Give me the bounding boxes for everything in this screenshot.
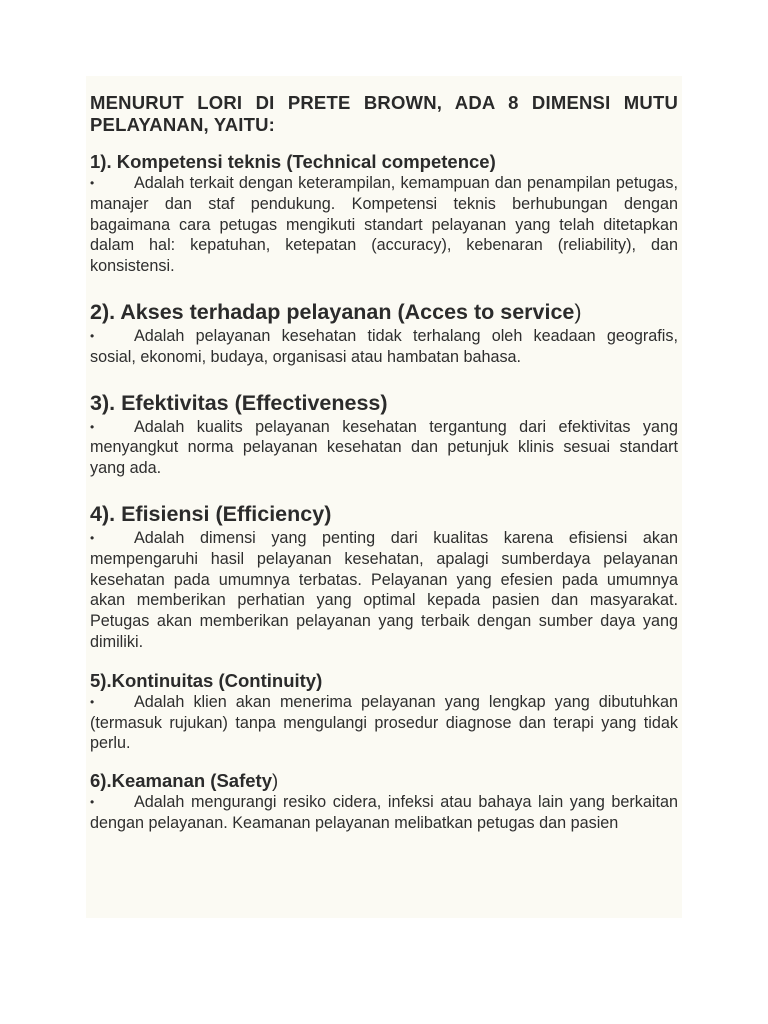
dimension-heading-2 xyxy=(90,299,678,326)
bullet-icon: • xyxy=(90,694,95,709)
dimension-heading-5 xyxy=(90,670,678,692)
dimension-heading-suffix-6: ) xyxy=(271,770,279,792)
dimension-heading-1 xyxy=(90,151,678,173)
bullet-icon: • xyxy=(90,176,95,190)
dimension-body-4 xyxy=(90,528,678,653)
document-title: MENURUT LORI DI PRETE BROWN, ADA 8 DIMENSI MUTU PELAYANAN, YAITU: xyxy=(90,92,678,135)
dimension-body-5 xyxy=(90,692,678,754)
dimension-heading-text-3: 3). Efektivitas (Effectiveness) xyxy=(90,390,388,415)
dimension-item-2 xyxy=(90,299,678,368)
document-content xyxy=(90,92,678,834)
dimension-body-text-6: Adalah mengurangi resiko cidera, infeksi atau bahaya lain yang berkaitan dengan pelayanan. Keamanan pelayanan melibatkan petugas dan pasien xyxy=(90,793,678,832)
dimension-body-text-1: Adalah terkait dengan keterampilan, kemampuan dan penampilan petugas, manajer dan staf pendukung. Kompetensi teknis berhubungan dengan bagaimana cara petugas mengikuti standart pelayanan yang telah ditetapkan dalam hal: kepatuhan, ketepatan (accuracy), kebenaran (reliability), dan konsistensi. xyxy=(90,174,678,276)
dimension-heading-3 xyxy=(90,390,678,417)
dimension-item-1 xyxy=(90,151,678,277)
dimension-heading-text-5: 5).Kontinuitas (Continuity) xyxy=(90,669,323,691)
dimension-item-3 xyxy=(90,390,678,479)
dimension-item-4 xyxy=(90,501,678,653)
dimension-body-text-3: Adalah kualits pelayanan kesehatan tergantung dari efektivitas yang menyangkut norma pelayanan kesehatan dan petunjuk klinis sesuai standart yang ada. xyxy=(90,417,678,478)
dimension-body-3 xyxy=(90,417,678,479)
dimension-heading-4 xyxy=(90,501,678,528)
dimension-body-6 xyxy=(90,792,678,834)
dimension-heading-6 xyxy=(90,770,678,792)
dimension-heading-text-4: 4). Efisiensi (Efficiency) xyxy=(90,501,332,526)
bullet-icon: • xyxy=(90,530,95,545)
dimension-body-1 xyxy=(90,173,678,277)
dimension-heading-text-2: 2). Akses terhadap pelayanan (Acces to service xyxy=(90,299,575,324)
dimension-body-text-5: Adalah klien akan menerima pelayanan yang lengkap yang dibutuhkan (termasuk rujukan) tanpa mengulangi prosedur diagnose dan terapi yang tidak perlu. xyxy=(90,692,678,753)
dimension-heading-text-6: 6).Keamanan (Safety xyxy=(90,770,272,792)
dimension-item-6 xyxy=(90,770,678,834)
bullet-icon: • xyxy=(90,328,95,343)
bullet-icon: • xyxy=(90,419,95,434)
bullet-icon: • xyxy=(90,795,95,810)
dimension-body-text-2: Adalah pelayanan kesehatan tidak terhalang oleh keadaan geografis, sosial, ekonomi, budaya, organisasi atau hambatan bahasa. xyxy=(90,326,678,366)
dimension-body-text-4: Adalah dimensi yang penting dari kualitas karena efisiensi akan mempengaruhi hasil pelayanan kesehatan, apalagi sumberdaya pelayanan kesehatan pada umumnya terbatas. Pelayanan yang efesien pada umumnya akan memberikan perhatian yang optimal kepada pasien dan masyarakat. Petugas akan memberikan pelayanan yang terbaik dengan sumber daya yang dimiliki. xyxy=(90,528,678,651)
dimension-item-5 xyxy=(90,670,678,754)
dimension-body-2 xyxy=(90,326,678,368)
dimension-heading-text-1: 1). Kompetensi teknis (Technical competence) xyxy=(90,151,496,172)
dimension-heading-suffix-2: ) xyxy=(574,299,582,324)
